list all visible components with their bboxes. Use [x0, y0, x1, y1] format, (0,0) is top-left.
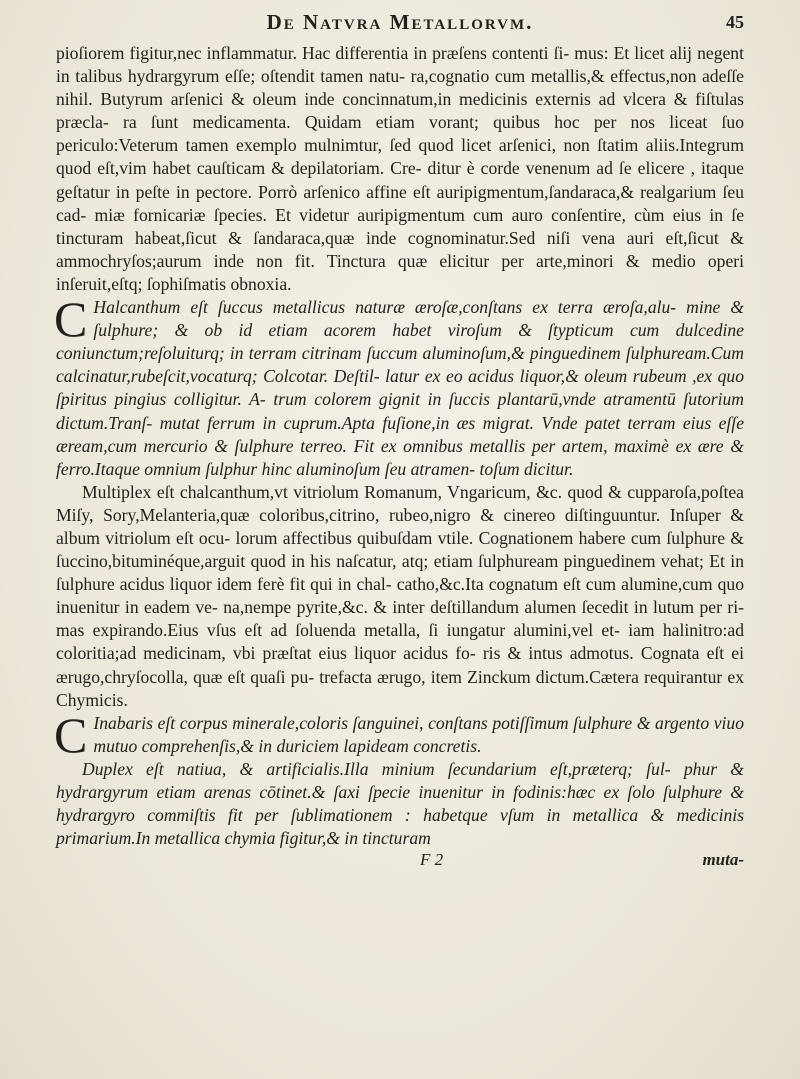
catchword: muta- — [702, 850, 744, 870]
running-head — [56, 10, 744, 42]
paragraph-cinnabaris-kinds: Duplex eſt natiua, & artificialis.Illa minium ſecundarium eſt,præterq; ſul- phur & hydrargyrum etiam arenas cōtinet.& ſaxi ſpecie inuenitur in fodinis:hæc ex ſolo ſulphure & hydrargyro commiſtis fit per ſublimationem : habetque vſum in metallica & medicinis primarium.In metallica chymia figitur,& in tincturam — [56, 758, 744, 849]
paragraph-arsenic: pioſiorem figitur,nec inflammatur. Hac differentia in præſens contenti ſi- mus: Et licet alij negent in talibus hydrargyrum eſſe; oſtendit tamen natu- ra,cognatio cum metallis,& effectus,non adeſſe nihil. Butyrum arſenici & oleum inde concinnatum,in medicinis externis ad vlcera & fiſtulas præcla- ra ſunt medicamenta. Quidam etiam vorant; quibus hoc per nos liceat ſuo periculo:Veterum tamen exemplo mulnimtur, ſed quod licet arſenici, non ſtatim aliis.Integrum quod eſt,vim habet cauſticam & depilatoriam. Cre- ditur è corde venenum ad ſe elicere , itaque geſtatur in peſte in pectore. Porrò arſenico affine eſt auripigmentum,ſandaraca,& realgarium ſeu cad- miæ fornicariæ ſpecies. Et videtur auripigmentum cum auro conſentire, cùm eius in ſe tincturam habeat,ſicut & ſandaraca,quæ inde cognominatur.Sed niſi vena auri eſt,ſicut & ammochryſos;aurum inde non fit. Tinctura quæ elicitur per arte,minori & medio operi inſeruit,eſtq; ſophiſmatis obnoxia. — [56, 43, 744, 294]
paragraph-cinnabaris-definition — [54, 706, 744, 763]
page-footer — [56, 850, 744, 876]
paragraph-chalcanthum-definition — [54, 291, 744, 481]
paragraph-text: Halcanthum eſt ſuccus metallicus naturæ æroſæ,conſtans ex terra æroſa,alu- mine & ſulphure; & ob id etiam acorem habet viroſum & ſtypticum cum dulcedine coniunctum;reſoluiturq; in terram citrinam ſuccum aluminoſum,& pinguedinem ſulphuream.Cum calcinatur,rubeſcit,vocaturq; Colcotar. Deſtil- latur ex eo acidus liquor,& oleum rubeum ,ex quo ſpiritus pingius colligitur. A- trum colorem gignit in ſuccis plantarū,vnde atramentū ſutorium dictum.Tranſ- mutat ferrum in cuprum.Apta fuſione,in æs migrat. Vnde patet terram eius eſſe æream,cum mercurio & ſulphure terreo. Fit ex omnibus metallis per artem, maximè ex ære & ferro.Itaque omnium ſulphur hinc aluminoſum ſeu atramen- toſum dicitur. — [56, 297, 744, 479]
page-number: 45 — [726, 12, 744, 32]
paragraph-chalcanthum-varieties: Multiplex eſt chalcanthum,vt vitriolum Romanum, Vngaricum, &c. quod & cupparoſa,poſtea Miſy, Sory,Melanteria,quæ coloribus,citrino, rubeo,nigro & cinereo diſtinguuntur. Inſuper & album vitriolum eſt ocu- lorum affectibus quibuſdam vtile. Cognationem habere cum ſulphure & ſuccino,bituminéque,arguit quod in his naſcatur, atq; etiam ſulphuream pinguedinem vehat; Et in ſulphure acidus liquor idem ferè fit qui in chal- catho,&c.Ita cognatum eſt cum alumine,cum quo inuenitur in eadem ve- na,nempe pyrite,&c. & inter deſtillandum alumen ſecedit in lutum per ri- mas expirando.Eius vſus eſt ad ſoluenda metalla, ſi iungatur alumini,vel et- iam halinitro:ad coloritia;ad medicinam, vbi præſtat eius liquor acidus fo- ris & intus admotus. Cognata eſt ei ærugo,chryſocolla, quæ eſt quaſi pu- trefacta ærugo, item Zinckum dictum.Cætera requirantur ex Chymicis. — [56, 481, 744, 710]
dropcap: C — [54, 706, 88, 763]
signature-mark: F 2 — [420, 850, 444, 870]
text-block — [56, 42, 744, 850]
dropcap: C — [54, 291, 88, 348]
running-head-title: De Natvra Metallorvm. — [266, 10, 534, 34]
paragraph-text: Inabaris eſt corpus minerale,coloris ſanguinei, conſtans potiſſimum ſulphure & argento viuo mutuo comprehenſis,& in duriciem lapideam concretis. — [93, 712, 744, 756]
